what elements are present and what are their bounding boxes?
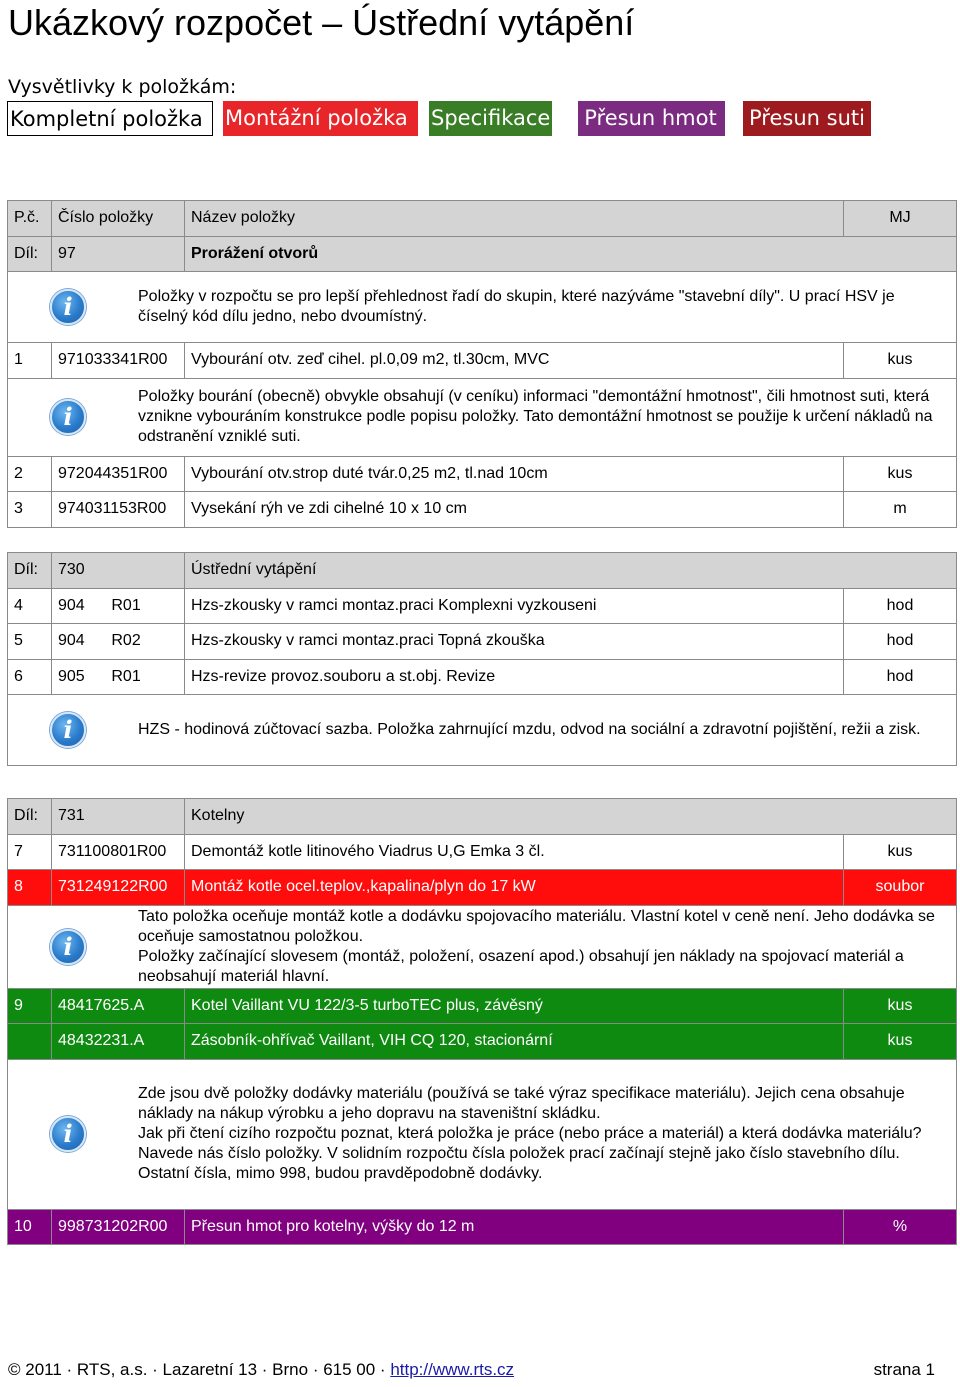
footer-link[interactable]: http://www.rts.cz [390, 1360, 515, 1379]
row-nazev: Vybourání otv.strop duté tvár.0,25 m2, tl.nad 10cm [185, 456, 844, 492]
row-cislo: 998731202R00 [52, 1209, 185, 1245]
table-row [8, 659, 957, 695]
info-icon: i [50, 712, 86, 748]
header-mj: MJ [844, 201, 957, 237]
row-mj: % [844, 1209, 957, 1245]
row-mj: kus [844, 456, 957, 492]
row-cislo: 974031153R00 [52, 492, 185, 528]
legend-hmot: Přesun hmot [578, 101, 725, 136]
row-cislo: 48417625.A [52, 988, 185, 1024]
row-cislo: 971033341R00 [52, 343, 185, 379]
dil-row [8, 553, 957, 589]
row-pc: 6 [8, 659, 52, 695]
dil-name: Kotelny [185, 799, 957, 835]
legend-spec: Specifikace [429, 101, 552, 136]
table-row-hmot [8, 1209, 957, 1245]
budget-table-97 [7, 200, 957, 528]
row-nazev: Kotel Vaillant VU 122/3-5 turboTEC plus, závěsný [185, 988, 844, 1024]
row-cislo: 904 R02 [52, 624, 185, 660]
footer [8, 1360, 935, 1380]
info-icon: i [50, 289, 86, 325]
note-text: Navede nás číslo položky. V solidním rozpočtu čísla položek prací začínají stejně jako číslo stavebního dílu. Ostatní čísla, mimo 998, budou pravděpodobně dodávky. [138, 1145, 900, 1182]
note-text: Tato položka oceňuje montáž kotle a dodávku spojovacího materiálu. Vlastní kotel v ceně není. Jeho dodávka se oceňuje samostatnou položkou. [138, 907, 935, 945]
row-mj: kus [844, 343, 957, 379]
dil-code: 731 [52, 799, 185, 835]
page-number: strana 1 [873, 1360, 935, 1379]
row-mj: hod [844, 659, 957, 695]
row-pc: 1 [8, 343, 52, 379]
dil-code: 97 [52, 236, 185, 272]
row-pc: 4 [8, 588, 52, 624]
row-pc [8, 1024, 52, 1060]
budget-table-731 [7, 798, 957, 1245]
row-nazev: Montáž kotle ocel.teplov.,kapalina/plyn do 17 kW [185, 870, 844, 906]
row-pc: 7 [8, 834, 52, 870]
note-text: Položky v rozpočtu se pro lepší přehlednost řadí do skupin, které nazýváme "stavební díly". U prací HSV je číselný kód dílu jedno, nebo dvoumístný. [138, 288, 895, 325]
table-row-spec [8, 1024, 957, 1060]
row-nazev: Hzs-zkousky v ramci montaz.praci Topná zkouška [185, 624, 844, 660]
row-nazev: Přesun hmot pro kotelny, výšky do 12 m [185, 1209, 844, 1245]
note-row [8, 378, 957, 456]
dil-label: Díl: [8, 236, 52, 272]
legend-suti: Přesun suti [743, 101, 871, 136]
note-text: Položky bourání (obecně) obvykle obsahují (v ceníku) informaci "demontážní hmotnost", čili hmotnost suti, která vznikne vybouráním konstrukce podle popisu položky. Tato demontážní hmotnost se použije k určení nákladů na odstranění vzniklé suti. [138, 388, 933, 445]
row-mj: kus [844, 988, 957, 1024]
row-pc: 8 [8, 870, 52, 906]
table-row [8, 834, 957, 870]
legend-complete: Kompletní položka [7, 101, 213, 136]
legend-title: Vysvětlivky k položkám: [8, 76, 237, 98]
legend-mont: Montážní položka [223, 101, 418, 136]
row-mj: m [844, 492, 957, 528]
header-nazev: Název položky [185, 201, 844, 237]
row-mj: hod [844, 588, 957, 624]
row-nazev: Zásobník-ohřívač Vaillant, VIH CQ 120, stacionární [185, 1024, 844, 1060]
row-pc: 2 [8, 456, 52, 492]
row-nazev: Hzs-zkousky v ramci montaz.praci Komplexni vyzkouseni [185, 588, 844, 624]
dil-label: Díl: [8, 799, 52, 835]
header-cislo: Číslo položky [52, 201, 185, 237]
note-row [8, 695, 957, 766]
table-row-mont [8, 870, 957, 906]
note-text: HZS - hodinová zúčtovací sazba. Položka zahrnující mzdu, odvod na sociální a zdravotní pojištění, režii a zisk. [138, 721, 921, 738]
table-header [8, 201, 957, 237]
row-pc: 5 [8, 624, 52, 660]
row-cislo: 972044351R00 [52, 456, 185, 492]
note-text: Zde jsou dvě položky dodávky materiálu (používá se také výraz specifikace materiálu). Jejich cena obsahuje náklady na nákup výrobku a jeho dopravu na staveništní skládku. [138, 1085, 905, 1122]
row-nazev: Vysekání rýh ve zdi cihelné 10 x 10 cm [185, 492, 844, 528]
info-icon: i [50, 1116, 86, 1152]
row-nazev: Demontáž kotle litinového Viadrus U,G Emka 3 čl. [185, 834, 844, 870]
row-pc: 3 [8, 492, 52, 528]
row-cislo: 731100801R00 [52, 834, 185, 870]
dil-name: Prorážení otvorů [185, 236, 957, 272]
info-icon: i [50, 399, 86, 435]
row-pc: 10 [8, 1209, 52, 1245]
table-row [8, 456, 957, 492]
row-cislo: 905 R01 [52, 659, 185, 695]
note-text: Položky začínající slovesem (montáž, položení, osazení apod.) obsahují jen náklady na spojovací materiál a neobsahují materiál hlavní. [138, 947, 904, 985]
note-row [8, 905, 957, 988]
page-title: Ukázkový rozpočet – Ústřední vytápění [8, 2, 635, 43]
row-cislo: 48432231.A [52, 1024, 185, 1060]
table-row-spec [8, 988, 957, 1024]
row-cislo: 731249122R00 [52, 870, 185, 906]
header-pc: P.č. [8, 201, 52, 237]
dil-code: 730 [52, 553, 185, 589]
dil-row [8, 799, 957, 835]
table-row [8, 343, 957, 379]
row-nazev: Vybourání otv. zeď cihel. pl.0,09 m2, tl.30cm, MVC [185, 343, 844, 379]
row-pc: 9 [8, 988, 52, 1024]
table-row [8, 492, 957, 528]
dil-label: Díl: [8, 553, 52, 589]
row-mj: kus [844, 1024, 957, 1060]
row-nazev: Hzs-revize provoz.souboru a st.obj. Revize [185, 659, 844, 695]
row-mj: hod [844, 624, 957, 660]
footer-text: © 2011 · RTS, a.s. · Lazaretní 13 · Brno · 615 00 · [8, 1360, 391, 1379]
budget-table-730 [7, 552, 957, 766]
note-row [8, 1059, 957, 1209]
table-row [8, 588, 957, 624]
row-mj: kus [844, 834, 957, 870]
info-icon: i [50, 929, 86, 965]
table-row [8, 624, 957, 660]
row-cislo: 904 R01 [52, 588, 185, 624]
dil-row [8, 236, 957, 272]
note-text: Jak při čtení cizího rozpočtu poznat, která položka je práce (nebo práce a materiál) a která dodávka materiálu? [138, 1125, 922, 1142]
note-row [8, 272, 957, 343]
row-mj: soubor [844, 870, 957, 906]
dil-name: Ústřední vytápění [185, 553, 957, 589]
